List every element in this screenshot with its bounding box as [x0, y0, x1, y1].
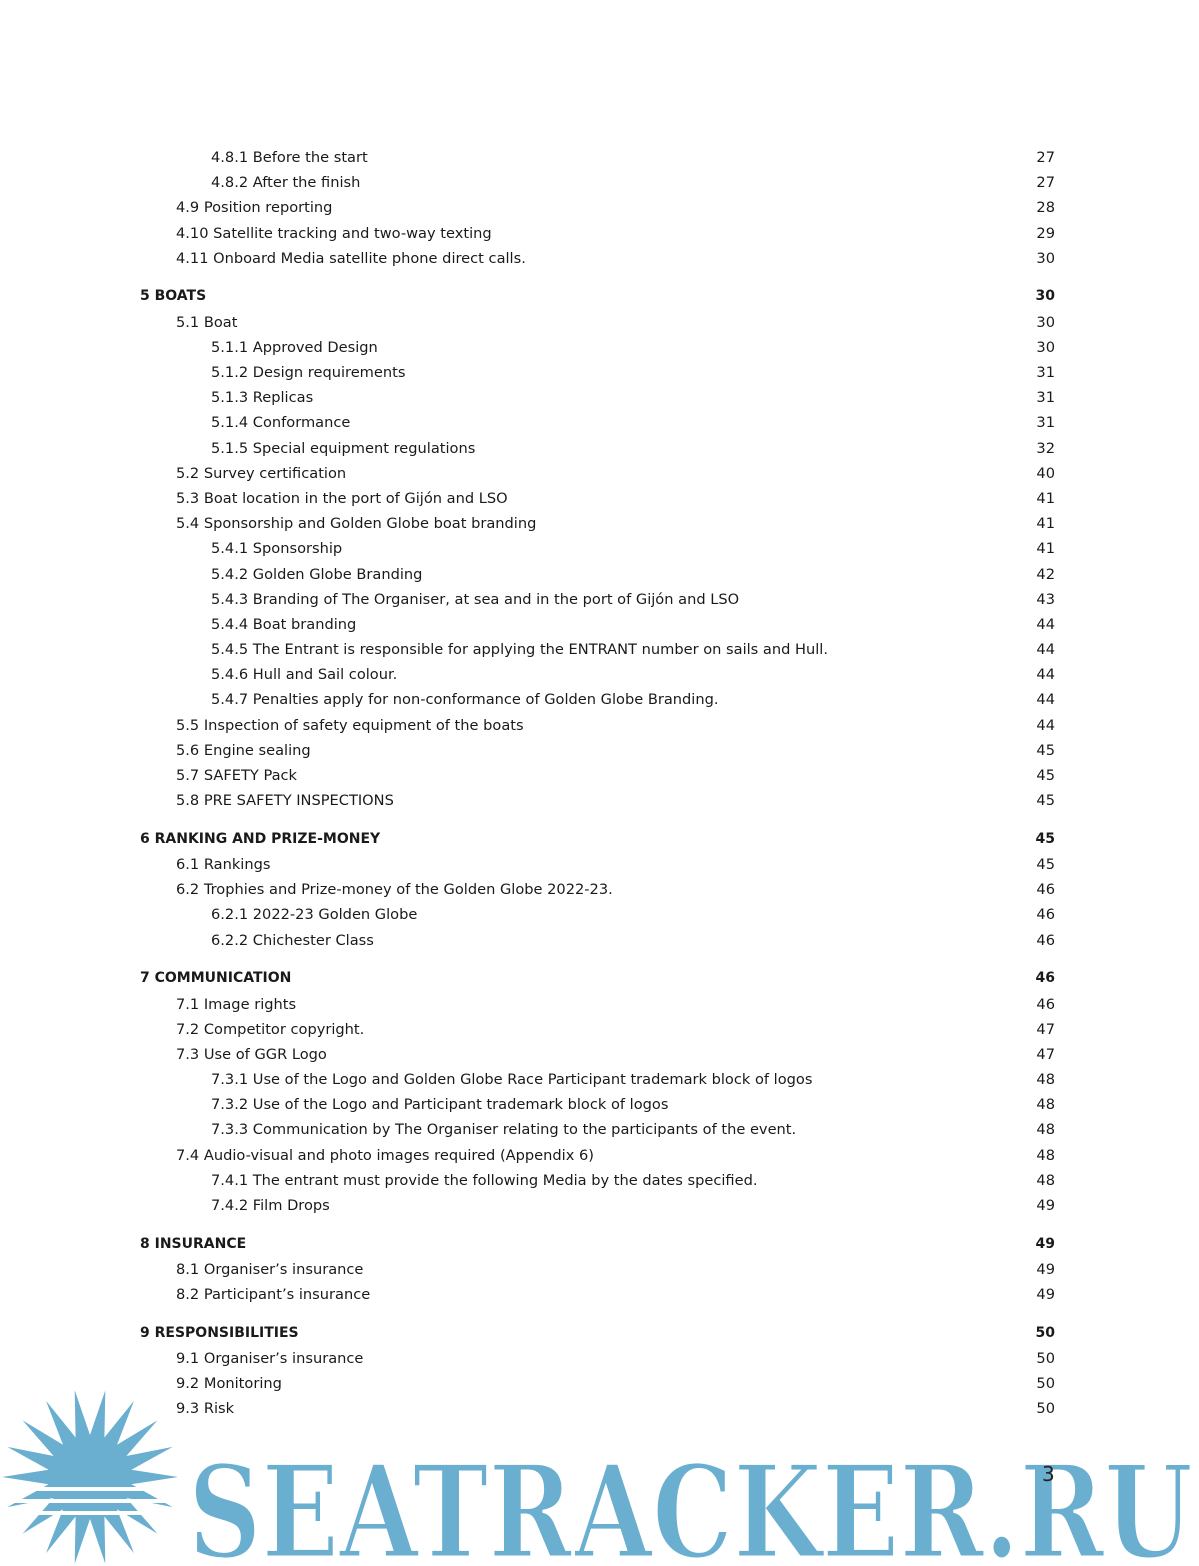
- toc-entry-page: 50: [1036, 1400, 1055, 1418]
- toc-entry[interactable]: [0, 1117, 1199, 1142]
- toc-entry[interactable]: [0, 284, 1199, 309]
- toc-entry-page: 28: [1036, 199, 1055, 217]
- toc-entry-page: 31: [1036, 364, 1055, 381]
- toc-entry-label: 4.8.1 Before the start: [211, 149, 368, 166]
- toc-entry-label: 9.1 Organiser’s insurance: [176, 1349, 364, 1367]
- watermark-text: SEATRACKER.RU: [188, 1438, 1193, 1566]
- toc-entry[interactable]: [0, 310, 1199, 335]
- toc-entry-label: 5.1.5 Special equipment regulations: [211, 439, 476, 457]
- toc-entry[interactable]: [0, 992, 1199, 1017]
- toc-entry-page: 49: [1036, 1197, 1055, 1214]
- toc-entry-page: 41: [1036, 540, 1055, 558]
- toc-entry[interactable]: [0, 662, 1199, 687]
- toc-entry-page: 49: [1036, 1260, 1055, 1278]
- toc-entry-page: 27: [1036, 149, 1055, 166]
- toc-entry-page: 30: [1036, 338, 1055, 356]
- toc-entry[interactable]: [0, 385, 1199, 410]
- toc-entry-label: 5.4.7 Penalties apply for non-conformance of Golden Globe Branding.: [211, 691, 719, 709]
- toc-entry[interactable]: [0, 170, 1199, 195]
- watermark: [0, 1385, 1199, 1566]
- toc-entry-page: 48: [1036, 1096, 1055, 1114]
- toc-entry-label: 5.4.3 Branding of The Organiser, at sea and in the port of Gijón and LSO: [211, 590, 740, 608]
- toc-entry[interactable]: [0, 562, 1199, 587]
- toc-entry-label: 9.3 Risk: [176, 1400, 235, 1418]
- toc-entry-page: 27: [1036, 174, 1055, 192]
- toc-entry-label: 4.10 Satellite tracking and two-way texting: [176, 224, 492, 242]
- toc-entry-label: 7.3.3 Communication by The Organiser relating to the participants of the event.: [211, 1121, 797, 1139]
- toc-entry-page: 44: [1036, 615, 1055, 633]
- toc-entry[interactable]: [0, 877, 1199, 902]
- toc-entry[interactable]: [0, 1193, 1199, 1218]
- toc-entry[interactable]: [0, 1092, 1199, 1117]
- toc-entry-page: 46: [1036, 881, 1055, 899]
- toc-entry-page: 31: [1036, 414, 1055, 432]
- toc-entry-page: 47: [1036, 1045, 1055, 1063]
- toc-entry-page: 48: [1036, 1171, 1055, 1189]
- toc-entry[interactable]: [0, 738, 1199, 763]
- toc-entry-page: 49: [1036, 1286, 1055, 1304]
- toc-entry[interactable]: [0, 461, 1199, 486]
- toc-entry[interactable]: [0, 536, 1199, 561]
- toc-entry[interactable]: [0, 1321, 1199, 1346]
- toc-entry-label: 5.1.4 Conformance: [211, 414, 351, 432]
- toc-entry-page: 45: [1036, 741, 1055, 759]
- toc-entry-label: 5.4 Sponsorship and Golden Globe boat branding: [176, 515, 537, 533]
- sun-logo-icon: [2, 1390, 178, 1563]
- toc-entry[interactable]: [0, 852, 1199, 877]
- toc-entry-label: 7.4.1 The entrant must provide the following Media by the dates specified.: [211, 1171, 758, 1189]
- toc-entry-page: 42: [1036, 565, 1055, 583]
- toc-entry-label: 5.6 Engine sealing: [176, 741, 311, 759]
- toc-entry[interactable]: [0, 612, 1199, 637]
- toc-entry[interactable]: [0, 713, 1199, 738]
- toc-entry-label: 7.4 Audio-visual and photo images required (Appendix 6): [176, 1146, 594, 1164]
- toc-entry[interactable]: [0, 1168, 1199, 1193]
- toc-entry-label: 7.3.1 Use of the Logo and Golden Globe Race Participant trademark block of logos: [211, 1071, 813, 1089]
- toc-entry-label: 5.4.4 Boat branding: [211, 615, 357, 633]
- toc-entry-label: 5.1 Boat: [176, 313, 238, 331]
- toc-entry-label: 7.4.2 Film Drops: [211, 1197, 330, 1214]
- toc-entry-page: 48: [1036, 1146, 1055, 1164]
- toc-entry-label: 8.2 Participant’s insurance: [176, 1286, 371, 1304]
- toc-entry[interactable]: [0, 1067, 1199, 1092]
- toc-entry[interactable]: [0, 1017, 1199, 1042]
- toc-entry-page: 29: [1036, 224, 1055, 242]
- toc-entry-label: 5.4.1 Sponsorship: [211, 540, 343, 558]
- toc-entry-page: 30: [1035, 288, 1055, 305]
- toc-entry-label: 7.3.2 Use of the Logo and Participant trademark block of logos: [211, 1096, 669, 1114]
- toc-entry[interactable]: [0, 195, 1199, 220]
- toc-entry-page: 46: [1035, 970, 1055, 987]
- toc-entry[interactable]: [0, 763, 1199, 788]
- toc-entry-page: 46: [1036, 995, 1055, 1013]
- toc-entry[interactable]: [0, 1042, 1199, 1067]
- toc-entry-label: 5.1.3 Replicas: [211, 389, 314, 407]
- toc-entry-label: 4.9 Position reporting: [176, 199, 333, 217]
- toc-entry-page: 46: [1036, 906, 1055, 924]
- toc-entry-page: 41: [1036, 489, 1055, 507]
- toc-entry[interactable]: [0, 221, 1199, 246]
- toc-entry-label: 9.2 Monitoring: [176, 1375, 282, 1393]
- toc-entry-page: 31: [1036, 389, 1055, 407]
- toc-entry[interactable]: [0, 360, 1199, 385]
- toc-entry-label: 4.8.2 After the finish: [211, 174, 361, 192]
- toc-entry-page: 41: [1036, 515, 1055, 533]
- toc-entry[interactable]: [0, 436, 1199, 461]
- toc-entry-page: 50: [1035, 1324, 1055, 1341]
- toc-entry-label: 6.1 Rankings: [176, 856, 271, 874]
- toc-entry-page: 45: [1036, 767, 1055, 784]
- toc-entry[interactable]: [0, 335, 1199, 360]
- toc-entry[interactable]: [0, 246, 1199, 271]
- toc-entry-page: 45: [1035, 830, 1055, 847]
- toc-entry[interactable]: [0, 1232, 1199, 1257]
- toc-entry-label: 5.7 SAFETY Pack: [176, 767, 298, 784]
- page-number: 3: [1042, 1462, 1055, 1486]
- toc-entry-page: 46: [1036, 931, 1055, 949]
- toc-entry[interactable]: [0, 928, 1199, 953]
- toc-entry[interactable]: [0, 145, 1199, 170]
- toc-entry-page: 30: [1036, 249, 1055, 267]
- toc-entry[interactable]: [0, 966, 1199, 991]
- toc-entry-page: 44: [1036, 641, 1055, 659]
- toc-entry-page: 40: [1036, 464, 1055, 482]
- toc-entry-label: 5.4.5 The Entrant is responsible for applying the ENTRANT number on sails and Hull.: [211, 641, 828, 659]
- toc-entry[interactable]: [0, 587, 1199, 612]
- toc-entry-page: 48: [1036, 1071, 1055, 1089]
- toc-entry-label: 5.4.6 Hull and Sail colour.: [211, 666, 398, 684]
- toc-entry-label: 9 RESPONSIBILITIES: [140, 1324, 299, 1341]
- toc-entry-label: 5.1.2 Design requirements: [211, 364, 406, 381]
- toc-entry-label: 7.3 Use of GGR Logo: [176, 1045, 327, 1063]
- toc-entry-label: 5.5 Inspection of safety equipment of the boats: [176, 716, 524, 734]
- toc-entry[interactable]: [0, 1346, 1199, 1371]
- toc-entry-label: 7.2 Competitor copyright.: [176, 1020, 365, 1038]
- toc-entry-label: 6.2 Trophies and Prize-money of the Golden Globe 2022-23.: [176, 881, 613, 899]
- toc-entry-page: 45: [1036, 792, 1055, 810]
- toc-entry[interactable]: [0, 410, 1199, 435]
- toc-entry-label: 6 RANKING AND PRIZE-MONEY: [140, 830, 381, 847]
- toc-entry-label: 8.1 Organiser’s insurance: [176, 1260, 364, 1278]
- toc-entry[interactable]: [0, 788, 1199, 813]
- toc-entry[interactable]: [0, 486, 1199, 511]
- toc-entry[interactable]: [0, 1257, 1199, 1282]
- toc-entry[interactable]: [0, 1143, 1199, 1168]
- toc-entry-label: 4.11 Onboard Media satellite phone direct calls.: [176, 249, 526, 267]
- toc-entry-page: 47: [1036, 1020, 1055, 1038]
- toc-entry-page: 44: [1036, 666, 1055, 684]
- toc-entry-page: 48: [1036, 1121, 1055, 1139]
- toc-entry-page: 45: [1036, 856, 1055, 874]
- toc-entry[interactable]: [0, 687, 1199, 712]
- toc-entry-page: 30: [1036, 313, 1055, 331]
- toc-entry-label: 6.2.2 Chichester Class: [211, 931, 374, 949]
- toc-entry[interactable]: [0, 511, 1199, 536]
- toc-entry[interactable]: [0, 637, 1199, 662]
- toc-entry-page: 44: [1036, 691, 1055, 709]
- toc-entry-page: 50: [1036, 1375, 1055, 1393]
- toc-entry-page: 50: [1036, 1349, 1055, 1367]
- table-of-contents: [0, 145, 1199, 1422]
- toc-entry-label: 5.8 PRE SAFETY INSPECTIONS: [176, 792, 394, 810]
- toc-entry-page: 43: [1036, 590, 1055, 608]
- toc-entry-label: 5.4.2 Golden Globe Branding: [211, 565, 423, 583]
- toc-entry-page: 32: [1036, 439, 1055, 457]
- toc-entry-label: 5.3 Boat location in the port of Gijón and LSO: [176, 489, 508, 507]
- toc-entry-label: 5 BOATS: [140, 288, 207, 305]
- toc-entry-page: 44: [1036, 716, 1055, 734]
- toc-entry-label: 6.2.1 2022-23 Golden Globe: [211, 906, 418, 924]
- toc-entry-label: 5.1.1 Approved Design: [211, 338, 378, 356]
- toc-entry-label: 7.1 Image rights: [176, 995, 297, 1013]
- toc-entry-label: 7 COMMUNICATION: [140, 970, 292, 987]
- toc-entry-label: 5.2 Survey certification: [176, 464, 347, 482]
- toc-entry[interactable]: [0, 1282, 1199, 1307]
- toc-entry-page: 49: [1035, 1235, 1055, 1252]
- toc-entry[interactable]: [0, 902, 1199, 927]
- toc-entry-label: 8 INSURANCE: [140, 1235, 247, 1252]
- toc-entry[interactable]: [0, 827, 1199, 852]
